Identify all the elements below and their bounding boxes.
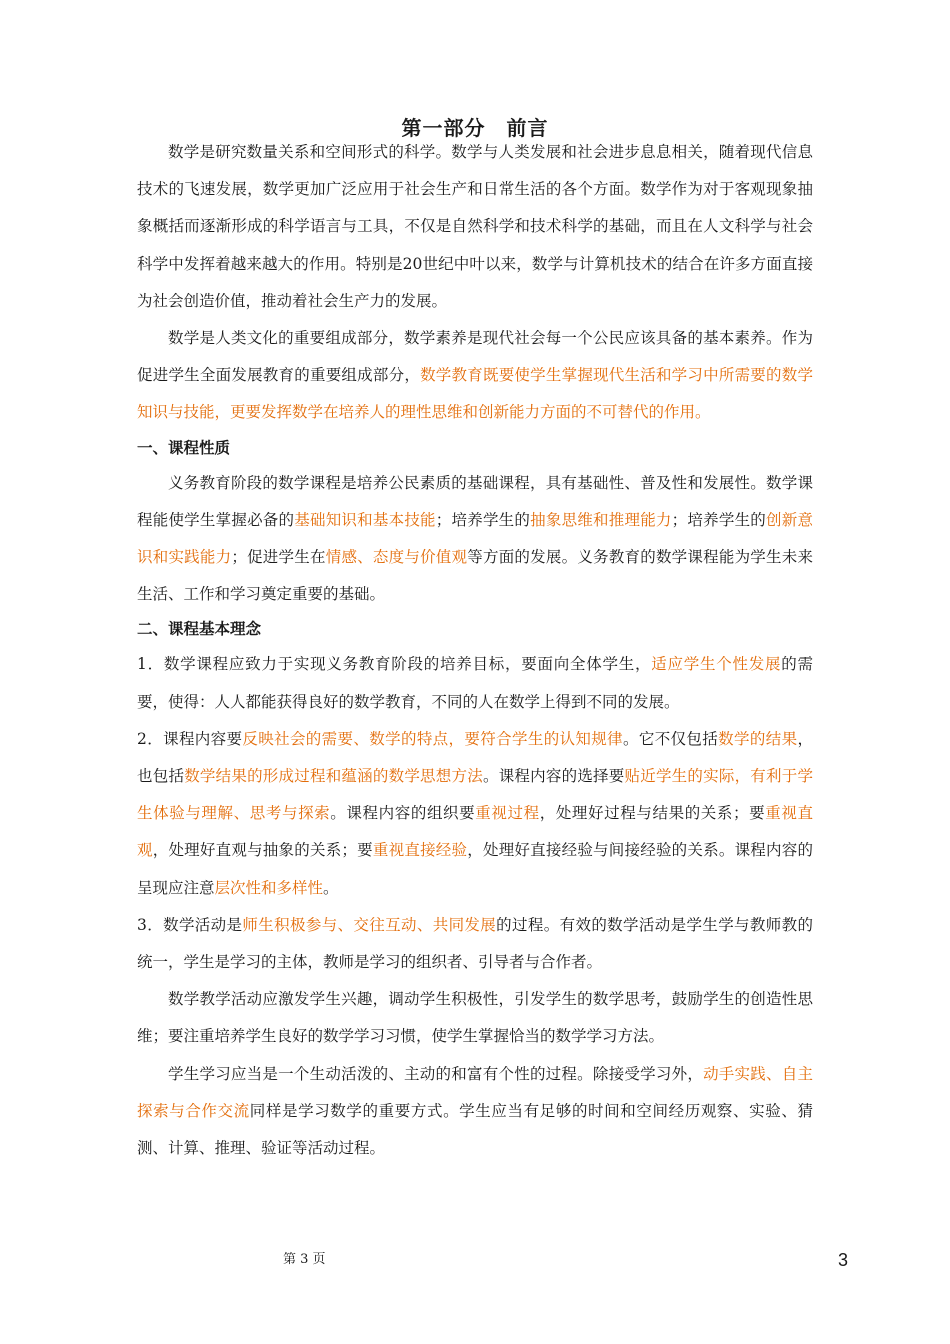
highlighted-text: 适应学生个性发展 [651, 655, 782, 674]
text-run: 2．课程内容要 [137, 729, 243, 748]
highlighted-text: 情感、态度与价值观 [325, 548, 468, 567]
body-paragraph [137, 465, 813, 614]
body-paragraph [137, 721, 813, 907]
text-run: 1．数学课程应致力于实现义务教育阶段的培养目标，要面向全体学生， [137, 655, 652, 674]
highlighted-text: 数学结果的形成过程和蕴涵的数学思想方法 [184, 767, 483, 786]
highlighted-text: 师生积极参与、交往互动、共同发展 [242, 915, 497, 934]
text-run: 数学是人类文化的重要组成部分，数学素养是现代社会每一个公民应该具备的基本素养。作为促进学生全面发展教育的重要组成部分， [137, 329, 813, 385]
page-title: 第一部分 前言 [401, 116, 549, 140]
text-run: 。它不仅包括 [622, 729, 719, 748]
section-heading [137, 613, 813, 646]
highlighted-text: 数学教育既要使学生掌握现代生活和学习中所需要的数学知识与技能，更要发挥数学在培养人的理性思维和创新能力方面的不可替代的作用。 [137, 366, 813, 422]
body-paragraph [137, 320, 813, 432]
document-body [137, 134, 813, 1167]
text-run: 同样是学习数学的重要方式。学生应当有足够的时间和空间经历观察、实验、猜测、计算、推理、验证等活动过程。 [137, 1101, 813, 1158]
highlighted-text: 抽象思维和推理能力 [530, 510, 672, 529]
highlighted-text: 重视过程 [475, 804, 540, 823]
highlighted-text: 数学的结果 [718, 729, 798, 748]
text-run: 一、课程性质 [137, 438, 231, 457]
body-paragraph [137, 981, 813, 1055]
text-run: ；促进学生在 [231, 548, 326, 567]
text-run: 。课程内容的选择要 [482, 767, 625, 786]
text-run: 的过程。有效的数学活动是学生学与教师教的统一，学生是学习的主体，教师是学习的组织者、引导者与合作者。 [137, 915, 813, 972]
page-number: 3 [838, 1250, 849, 1270]
highlighted-text: 贴近学生的实际，有利于学生体验与理解、思考与探索 [137, 767, 813, 823]
highlighted-text: 重视直接经验 [372, 841, 468, 860]
section-heading [137, 432, 813, 465]
text-run: ，处理好直观与抽象的关系；要 [152, 841, 373, 860]
body-paragraph [137, 134, 813, 320]
highlighted-text: 动手实践、自主探索与合作交流 [137, 1064, 813, 1120]
text-run: 。课程内容的组织要 [330, 804, 476, 823]
text-run: ，处理好过程与结果的关系；要 [539, 804, 766, 823]
text-run: 义务教育阶段的数学课程是培养公民素质的基础课程，具有基础性、普及性和发展性。数学课程能使学生掌握必备的 [137, 473, 813, 529]
body-paragraph [137, 646, 813, 720]
text-run: 3．数学活动是 [137, 915, 243, 934]
body-paragraph [137, 907, 813, 981]
highlighted-text: 创新意识和实践能力 [137, 510, 813, 567]
text-run: ；培养学生的 [435, 510, 531, 529]
text-run: 数学是研究数量关系和空间形式的科学。数学与人类发展和社会进步息息相关，随着现代信息技术的飞速发展，数学更加广泛应用于社会生产和日常生活的各个方面。数学作为对于客观现象抽象概括而逐渐形成的科学语言与工具，不仅是自然科学和技术科学的基础，而且在人文科学与社会科学中发挥着越来越大的作用。特别是20世纪中叶以来，数学与计算机技术的结合在许多方面直接为社会创造价值，推动着社会生产力的发展。 [137, 143, 813, 310]
highlighted-text: 层次性和多样性 [214, 878, 324, 897]
text-run: 数学教学活动应激发学生兴趣，调动学生积极性，引发学生的数学思考，鼓励学生的创造性思维；要注重培养学生良好的数学学习习惯，使学生掌握恰当的数学学习方法。 [137, 990, 813, 1046]
text-run: 二、课程基本理念 [137, 620, 262, 639]
text-run: 等方面的发展。义务教育的数学课程能为学生未来生活、工作和学习奠定重要的基础。 [137, 548, 813, 604]
text-run: 的需要，使得：人人都能获得良好的数学教育，不同的人在数学上得到不同的发展。 [137, 655, 813, 711]
text-run: ；培养学生的 [671, 510, 767, 529]
highlighted-text: 重视直观 [137, 804, 813, 860]
highlighted-text: 反映社会的需要、数学的特点，要符合学生的认知规律 [242, 729, 623, 748]
highlighted-text: 基础知识和基本技能 [294, 510, 436, 529]
text-run: 学生学习应当是一个生动活泼的、主动的和富有个性的过程。除接受学习外， [168, 1064, 704, 1083]
text-run: ，也包括 [137, 729, 813, 786]
body-paragraph [137, 1056, 813, 1168]
page-footer: 第 3 页 [283, 1252, 326, 1267]
text-run: ，处理好直接经验与间接经验的关系。课程内容的呈现应注意 [137, 841, 813, 897]
text-run: 。 [323, 878, 339, 897]
